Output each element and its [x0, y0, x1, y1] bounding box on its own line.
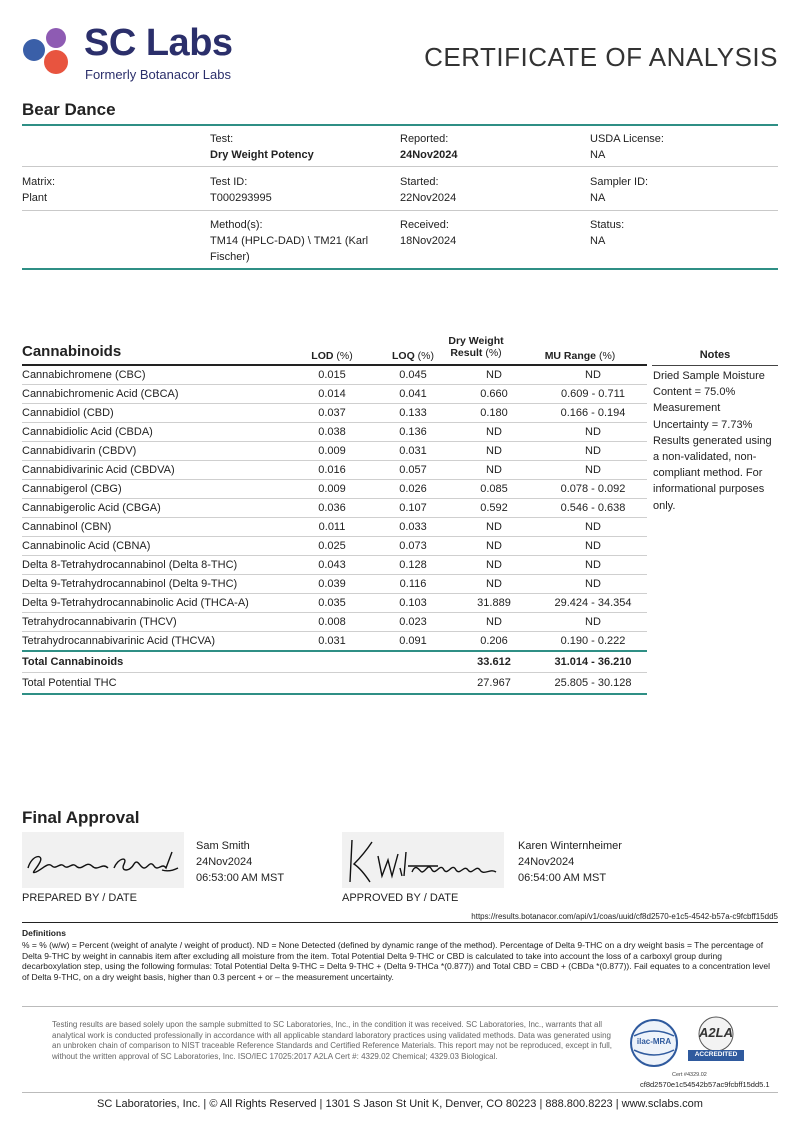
row-result: 0.085 — [449, 480, 539, 499]
table-row — [22, 594, 647, 613]
row-name: Total Potential THC — [22, 673, 287, 695]
row-mu: 0.078 - 0.092 — [539, 480, 647, 499]
row-loq: 0.033 — [377, 518, 449, 537]
brand-logo-icon — [20, 24, 74, 78]
row-name: Delta 9-Tetrahydrocannabinol (Delta 9-THC) — [22, 575, 287, 594]
row-loq: 0.103 — [377, 594, 449, 613]
row-loq: 0.133 — [377, 404, 449, 423]
row-result: ND — [449, 442, 539, 461]
a2la-label: A2LA — [699, 1025, 733, 1040]
cannabinoids-table — [22, 366, 647, 695]
definitions-title: Definitions — [22, 928, 66, 938]
table-row — [22, 632, 647, 652]
row-loq: 0.073 — [377, 537, 449, 556]
row-result: 31.889 — [449, 594, 539, 613]
row-name: Tetrahydrocannabivarinic Acid (THCVA) — [22, 632, 287, 652]
table-row — [22, 518, 647, 537]
sample-name: Bear Dance — [22, 100, 116, 119]
row-loq: 0.023 — [377, 613, 449, 632]
disclaimer-text: Testing results are based solely upon the sample submitted to SC Laboratories, Inc., in the condition it was received. SC Laboratories, Inc., warrants that all analytical work is conducted professionally in accordance with all applicable standard laboratory practices using validated methods. Data was generated using an unbroken chain of comparison to NIST traceable Reference Standards and Certified Reference Materials. This report may not be reproduced, except in full, without the written approval of SC Laboratories, Inc. ISO/IEC 17025:2017 A2LA Cert #: 4329.02 Chemical; 4329.03 Biological. — [52, 1020, 613, 1061]
info-started: Started: 22Nov2024 — [400, 176, 457, 204]
row-mu: ND — [539, 366, 647, 385]
row-lod: 0.038 — [287, 423, 377, 442]
row-lod: 0.009 — [287, 442, 377, 461]
info-test: Test: Dry Weight Potency — [210, 133, 314, 161]
table-row — [22, 423, 647, 442]
definitions-rule — [22, 922, 778, 923]
row-lod: 0.009 — [287, 480, 377, 499]
row-lod: 0.011 — [287, 518, 377, 537]
row-result: ND — [449, 366, 539, 385]
row-result: 33.612 — [449, 651, 539, 673]
row-name: Cannabichromenic Acid (CBCA) — [22, 385, 287, 404]
row-loq: 0.116 — [377, 575, 449, 594]
row-name: Cannabigerolic Acid (CBGA) — [22, 499, 287, 518]
table-row — [22, 537, 647, 556]
col-header-result: Dry Weight Result (%) — [448, 335, 504, 359]
ilac-label: ilac-MRA — [636, 1037, 672, 1046]
row-mu: ND — [539, 575, 647, 594]
approved-signature — [342, 832, 504, 888]
table-row — [22, 575, 647, 594]
info-matrix: Matrix: Plant — [22, 176, 55, 204]
cert-hash: cf8d2570e1c54542b57ac9fcbff15dd5.1 — [640, 1080, 770, 1089]
info-usda-license: USDA License: NA — [590, 133, 664, 161]
total-potential-thc-row — [22, 673, 647, 695]
results-url-link[interactable]: https://results.botanacor.com/api/v1/coas/uuid/cf8d2570-e1c5-4542-b57a-c9fcbff15dd5 — [471, 912, 778, 921]
row-lod: 0.025 — [287, 537, 377, 556]
row-name: Total Cannabinoids — [22, 651, 287, 673]
brand-subtitle: Formerly Botanacor Labs — [85, 67, 231, 82]
header-rule — [22, 124, 778, 126]
info-methods: Method(s): TM14 (HPLC-DAD) \ TM21 (Karl Fischer) — [210, 219, 369, 263]
row-loq: 0.091 — [377, 632, 449, 652]
prepared-by-label: PREPARED BY / DATE — [22, 892, 137, 904]
row-name: Cannabidiol (CBD) — [22, 404, 287, 423]
row-result: 0.206 — [449, 632, 539, 652]
row-mu: ND — [539, 461, 647, 480]
notes-rule — [652, 365, 778, 366]
info-received: Received: 18Nov2024 — [400, 219, 457, 247]
row-name: Cannabichromene (CBC) — [22, 366, 287, 385]
row-name: Cannabigerol (CBG) — [22, 480, 287, 499]
row-result: 0.660 — [449, 385, 539, 404]
row-name: Tetrahydrocannabivarin (THCV) — [22, 613, 287, 632]
final-approval-title: Final Approval — [22, 808, 140, 827]
info-test-id: Test ID: T000293995 — [210, 176, 272, 204]
row-result: ND — [449, 461, 539, 480]
definitions-text: % = % (w/w) = Percent (weight of analyte / weight of product). ND = None Detected (defined by dynamic range of the method). Percentage of Delta 9-THC on a dry weight basis = The percentage of Delta 9-THC by weight in cannabis item after excluding all moisture from the item. Total Potential Delta 9-THC or CBD is calculated to take into account the loss of a carboxyl group during decarboxylation step, using the following formulas: Total Potential Delta 9-THC = Delta 9-THC + (Delta 9-THCa *(0.877)) and Total CBD = CBD + (CBDa *(0.877)). Fail equates to a concentration level of Delta 9-THC, on a dry weight basis, higher than 0.3 percent + or – the measurement uncertainty. — [22, 940, 771, 982]
signature-image-icon — [342, 832, 504, 888]
row-loq: 0.057 — [377, 461, 449, 480]
info-bottom-rule — [22, 268, 778, 270]
notes-text: Dried Sample Moisture Content = 75.0% Measurement Uncertainty = 7.73% Results generated using a non-validated, non-compliant method. For informational purposes only. — [653, 370, 772, 512]
table-row — [22, 404, 647, 423]
row-result: 0.180 — [449, 404, 539, 423]
table-row — [22, 385, 647, 404]
notes-title: Notes — [699, 349, 731, 361]
table-row — [22, 613, 647, 632]
info-reported: Reported: 24Nov2024 — [400, 133, 458, 161]
info-status: Status: NA — [590, 219, 625, 247]
table-row — [22, 366, 647, 385]
row-mu: 0.166 - 0.194 — [539, 404, 647, 423]
row-mu: 0.546 - 0.638 — [539, 499, 647, 518]
col-header-loq: LOQ (%) — [391, 350, 434, 362]
table-row — [22, 499, 647, 518]
row-loq: 0.041 — [377, 385, 449, 404]
row-mu: 0.609 - 0.711 — [539, 385, 647, 404]
row-mu: ND — [539, 442, 647, 461]
prepared-details: Sam Smith 24Nov2024 06:53:00 AM MST — [196, 840, 285, 884]
row-result: ND — [449, 575, 539, 594]
document-title: CERTIFICATE OF ANALYSIS — [424, 42, 778, 72]
col-header-lod: LOD (%) — [311, 350, 353, 362]
row-result: ND — [449, 537, 539, 556]
row-loq: 0.031 — [377, 442, 449, 461]
row-lod: 0.039 — [287, 575, 377, 594]
table-row — [22, 461, 647, 480]
prepared-signature — [22, 832, 184, 888]
row-name: Cannabidivarin (CBDV) — [22, 442, 287, 461]
row-mu: ND — [539, 613, 647, 632]
row-mu: ND — [539, 423, 647, 442]
row-name: Cannabinolic Acid (CBNA) — [22, 537, 287, 556]
row-mu: ND — [539, 556, 647, 575]
ilac-mra-logo — [628, 1018, 680, 1068]
row-result: ND — [449, 556, 539, 575]
row-name: Delta 8-Tetrahydrocannabinol (Delta 8-THC) — [22, 556, 287, 575]
row-loq: 0.136 — [377, 423, 449, 442]
table-row — [22, 480, 647, 499]
cannabinoids-title: Cannabinoids — [22, 343, 122, 360]
row-lod: 0.036 — [287, 499, 377, 518]
row-mu: 0.190 - 0.222 — [539, 632, 647, 652]
row-lod: 0.031 — [287, 632, 377, 652]
row-lod: 0.043 — [287, 556, 377, 575]
col-header-mu-range: MU Range (%) — [544, 350, 616, 362]
row-mu: ND — [539, 537, 647, 556]
row-mu: 25.805 - 30.128 — [539, 673, 647, 695]
total-cannabinoids-row — [22, 651, 647, 673]
row-loq: 0.026 — [377, 480, 449, 499]
row-name: Cannabidiolic Acid (CBDA) — [22, 423, 287, 442]
row-mu: ND — [539, 518, 647, 537]
table-row — [22, 556, 647, 575]
row-lod: 0.016 — [287, 461, 377, 480]
row-result: 27.967 — [449, 673, 539, 695]
row-name: Delta 9-Tetrahydrocannabinolic Acid (THCA-A) — [22, 594, 287, 613]
row-loq: 0.107 — [377, 499, 449, 518]
cert-number: Cert #4329.02 — [672, 1072, 707, 1078]
signature-image-icon — [22, 832, 184, 888]
row-result: 0.592 — [449, 499, 539, 518]
brand-name: SC Labs — [84, 22, 233, 64]
approved-by-label: APPROVED BY / DATE — [342, 892, 459, 904]
row-lod: 0.015 — [287, 366, 377, 385]
row-mu: 31.014 - 36.210 — [539, 651, 647, 673]
row-result: ND — [449, 518, 539, 537]
a2la-logo — [684, 1016, 748, 1062]
row-lod: 0.008 — [287, 613, 377, 632]
info-divider — [22, 166, 778, 167]
row-loq: 0.128 — [377, 556, 449, 575]
row-mu: 29.424 - 34.354 — [539, 594, 647, 613]
info-divider — [22, 210, 778, 211]
table-row — [22, 442, 647, 461]
row-loq: 0.045 — [377, 366, 449, 385]
row-lod: 0.037 — [287, 404, 377, 423]
row-name: Cannabidivarinic Acid (CBDVA) — [22, 461, 287, 480]
approved-details: Karen Winternheimer 24Nov2024 06:54:00 AM MST — [518, 840, 622, 884]
info-sampler-id: Sampler ID: NA — [590, 176, 649, 204]
footer-text: SC Laboratories, Inc. | © All Rights Reserved | 1301 S Jason St Unit K, Denver, CO 80223 | 888.800.8223 | www.sclabs.com — [97, 1098, 703, 1110]
row-name: Cannabinol (CBN) — [22, 518, 287, 537]
footer-rule — [22, 1092, 778, 1093]
row-result: ND — [449, 423, 539, 442]
row-result: ND — [449, 613, 539, 632]
disclaimer-rule — [22, 1006, 778, 1007]
a2la-accredited-label: ACCREDITED — [694, 1051, 738, 1058]
row-lod: 0.035 — [287, 594, 377, 613]
row-lod: 0.014 — [287, 385, 377, 404]
